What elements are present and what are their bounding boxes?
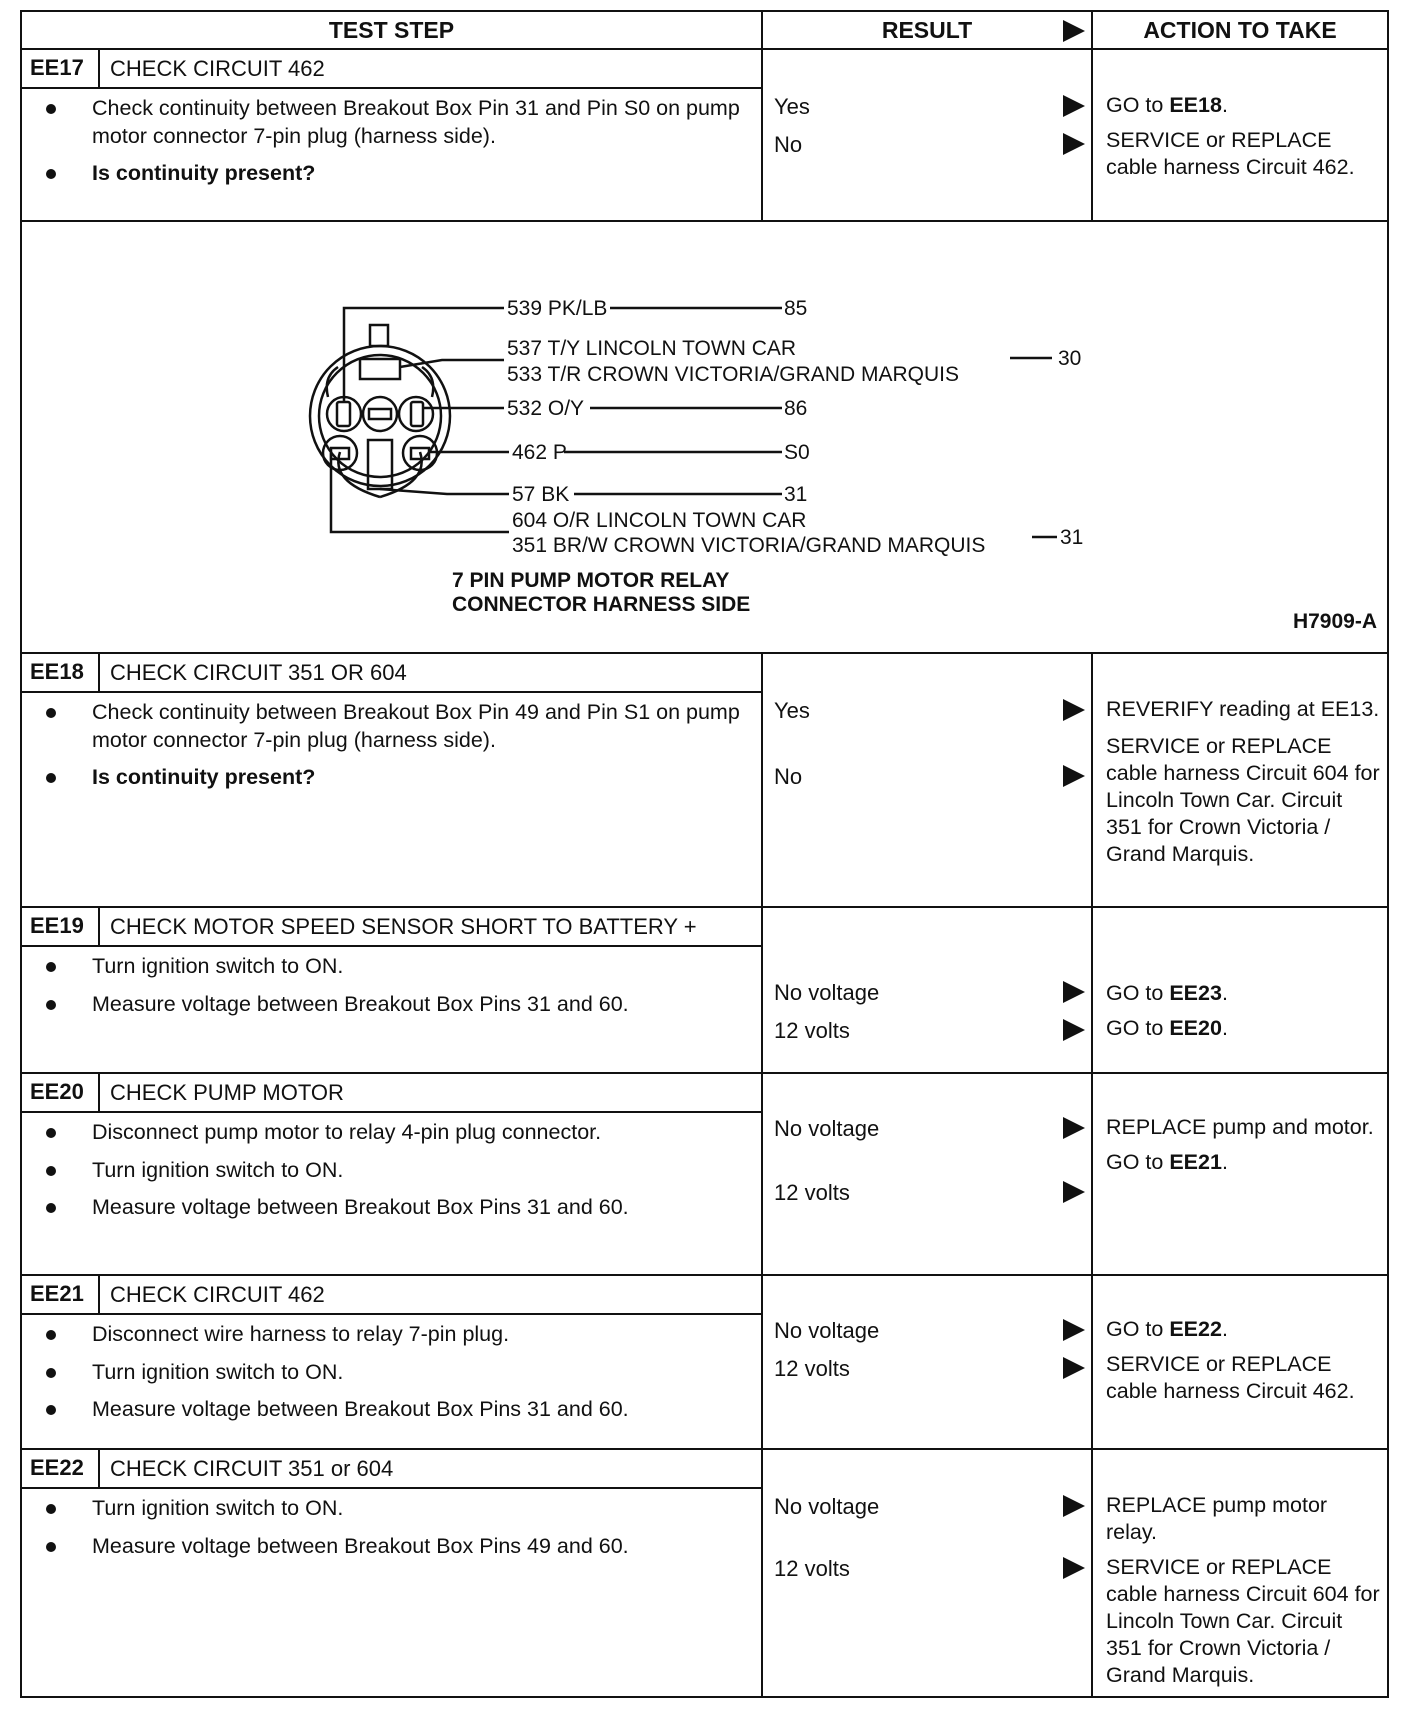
step-heading [22, 908, 761, 947]
action-text: SERVICE or REPLACE cable harness Circuit 462. [1106, 1352, 1355, 1403]
pin-57 [368, 440, 392, 489]
result-label: No voltage [774, 1318, 880, 1343]
list-item: Measure voltage between Breakout Box Pins 49 and 60. [42, 1533, 751, 1561]
diagram-caption: 7 PIN PUMP MOTOR RELAY [452, 569, 730, 592]
step-id: EE19 [22, 908, 100, 945]
action-text: . [1221, 1150, 1228, 1174]
diagram-row [21, 221, 1388, 653]
result-item [763, 1494, 1091, 1520]
action-text: . [1221, 981, 1228, 1005]
step-reference: EE20 [1169, 1016, 1222, 1040]
pin-label: 85 [784, 297, 808, 320]
step-reference: EE23 [1169, 981, 1222, 1005]
action-item [1093, 1492, 1387, 1546]
result-label: 12 volts [774, 1180, 850, 1205]
action-text: REPLACE pump and motor. [1106, 1115, 1374, 1139]
result-cell [762, 653, 1092, 907]
action-text: GO to [1106, 1317, 1170, 1341]
action-text: . [1221, 1317, 1228, 1341]
list-item: Measure voltage between Breakout Box Pins 31 and 60. [42, 1194, 751, 1222]
action-text: . [1221, 93, 1228, 117]
figure-id: H7909-A [1292, 610, 1377, 633]
step-row-ee19 [21, 907, 1388, 1073]
action-item [1093, 1316, 1387, 1343]
result-item [763, 1556, 1091, 1582]
pin-85 [337, 402, 350, 426]
step-reference: EE21 [1169, 1150, 1222, 1174]
pin-label: 86 [784, 397, 808, 420]
step-id: EE21 [22, 1276, 100, 1313]
step-cell [21, 1275, 762, 1449]
wire-label: 351 BR/W CROWN VICTORIA/GRAND MARQUIS [512, 534, 986, 557]
step-id: EE18 [22, 654, 100, 691]
result-label: 12 volts [774, 1556, 850, 1581]
result-cell [762, 49, 1092, 221]
action-item [1093, 127, 1387, 181]
step-heading [22, 1074, 761, 1113]
wire-label: 537 T/Y LINCOLN TOWN CAR [507, 337, 797, 360]
pin-cavity [327, 367, 338, 397]
step-id: EE20 [22, 1074, 100, 1111]
action-text: REVERIFY reading at EE13. [1106, 697, 1380, 721]
step-title: CHECK CIRCUIT 351 OR 604 [110, 660, 407, 685]
step-title: CHECK CIRCUIT 462 [110, 56, 325, 81]
action-item [1093, 1351, 1387, 1405]
result-label: No [774, 132, 803, 157]
step-bullets [22, 89, 761, 202]
step-row-ee22 [21, 1449, 1388, 1697]
result-label: Yes [774, 698, 810, 723]
test-table [20, 10, 1389, 1698]
step-title: CHECK CIRCUIT 351 or 604 [110, 1456, 394, 1481]
result-item [763, 132, 1091, 158]
result-item [763, 698, 1091, 724]
step-title: CHECK CIRCUIT 462 [110, 1282, 325, 1307]
pin-label: S0 [784, 441, 810, 464]
step-heading [22, 654, 761, 693]
step-row-ee17 [21, 49, 1388, 221]
action-text: SERVICE or REPLACE cable harness Circuit 462. [1106, 128, 1355, 179]
result-item [763, 980, 1091, 1006]
result-item [763, 764, 1091, 790]
table-header [21, 11, 1388, 49]
action-text: SERVICE or REPLACE cable harness Circuit 604 for Lincoln Town Car. Circuit 351 for Crown Victoria / Grand Marquis. [1106, 1555, 1380, 1687]
result-item [763, 1318, 1091, 1344]
action-text: SERVICE or REPLACE cable harness Circuit 604 for Lincoln Town Car. Circuit 351 for Crown Victoria / Grand Marquis. [1106, 734, 1380, 866]
step-title: CHECK MOTOR SPEED SENSOR SHORT TO BATTERY + [110, 914, 697, 939]
wire-label: 539 PK/LB [507, 297, 608, 320]
action-item [1093, 1114, 1387, 1141]
pin-30 [360, 359, 400, 379]
pin-label: 31 [1060, 526, 1084, 549]
action-cell [1092, 1449, 1388, 1697]
arrow-right-icon [1063, 765, 1085, 787]
arrow-right-icon [1063, 1181, 1085, 1203]
list-item: Turn ignition switch to ON. [42, 1157, 751, 1185]
result-cell [762, 1073, 1092, 1275]
step-bullets [22, 1113, 761, 1236]
step-heading [22, 1450, 761, 1489]
arrow-right-icon [1063, 95, 1085, 117]
connector-key [370, 325, 388, 346]
step-cell [21, 907, 762, 1073]
result-item [763, 1116, 1091, 1142]
header-action: ACTION TO TAKE [1092, 11, 1388, 49]
diagnostic-page [20, 10, 1387, 1698]
list-item: Is continuity present? [42, 160, 751, 188]
list-item: Measure voltage between Breakout Box Pins 31 and 60. [42, 1396, 751, 1424]
action-text: GO to [1106, 981, 1170, 1005]
result-label: 12 volts [774, 1018, 850, 1043]
action-cell [1092, 907, 1388, 1073]
arrow-right-icon [1063, 981, 1085, 1003]
step-reference: EE18 [1169, 93, 1222, 117]
step-bullets [22, 1489, 761, 1574]
pin-cavity [422, 367, 433, 397]
wire-label: 57 BK [512, 483, 570, 506]
pin-86 [369, 409, 391, 419]
step-reference: EE22 [1169, 1317, 1222, 1341]
result-label: No voltage [774, 1116, 880, 1141]
result-label: No voltage [774, 1494, 880, 1519]
step-row-ee20 [21, 1073, 1388, 1275]
action-text: . [1221, 1016, 1228, 1040]
arrow-right-icon [1063, 1019, 1085, 1041]
step-heading [22, 1276, 761, 1315]
step-title: CHECK PUMP MOTOR [110, 1080, 344, 1105]
action-text: GO to [1106, 1150, 1170, 1174]
wire-label: 533 T/R CROWN VICTORIA/GRAND MARQUIS [507, 363, 959, 386]
arrow-right-icon [1063, 699, 1085, 721]
result-item [763, 1018, 1091, 1044]
arrow-right-icon [1063, 133, 1085, 155]
result-cell [762, 1275, 1092, 1449]
step-heading [22, 50, 761, 89]
step-id: EE22 [22, 1450, 100, 1487]
list-item: Turn ignition switch to ON. [42, 953, 751, 981]
action-item [1093, 733, 1387, 868]
list-item: Measure voltage between Breakout Box Pins 31 and 60. [42, 991, 751, 1019]
action-item [1093, 1554, 1387, 1689]
list-item: Turn ignition switch to ON. [42, 1359, 751, 1387]
list-item: Disconnect wire harness to relay 7-pin plug. [42, 1321, 751, 1349]
wire-label: 462 P [512, 441, 567, 464]
result-cell [762, 907, 1092, 1073]
action-item [1093, 980, 1387, 1007]
result-cell [762, 1449, 1092, 1697]
header-result-label: RESULT [881, 16, 973, 43]
result-item [763, 1356, 1091, 1382]
step-bullets [22, 947, 761, 1032]
list-item: Is continuity present? [42, 764, 751, 792]
result-item [763, 94, 1091, 120]
wire-57 [380, 489, 509, 494]
result-label: No voltage [774, 980, 880, 1005]
diagram-caption: CONNECTOR HARNESS SIDE [452, 593, 751, 616]
step-bullets [22, 1315, 761, 1438]
wire-label: 532 O/Y [507, 397, 585, 420]
wire-label: 604 O/R LINCOLN TOWN CAR [512, 509, 807, 532]
step-cell [21, 1449, 762, 1697]
arrow-right-icon [1063, 1357, 1085, 1379]
arrow-right-icon [1063, 1495, 1085, 1517]
action-text: REPLACE pump motor relay. [1106, 1493, 1328, 1544]
header-result [762, 11, 1092, 49]
step-bullets [22, 693, 761, 806]
result-label: 12 volts [774, 1356, 850, 1381]
action-cell [1092, 49, 1388, 221]
pin-87 [411, 402, 423, 426]
action-item [1093, 92, 1387, 119]
arrow-right-icon [1063, 20, 1085, 42]
result-label: No [774, 764, 803, 789]
header-test-step: TEST STEP [21, 11, 762, 49]
pin-label: 31 [784, 483, 808, 506]
action-item [1093, 1015, 1387, 1042]
action-cell [1092, 653, 1388, 907]
step-row-ee18 [21, 653, 1388, 907]
step-cell [21, 653, 762, 907]
diagram-cell [21, 221, 1388, 653]
step-cell [21, 49, 762, 221]
list-item: Disconnect pump motor to relay 4-pin plug connector. [42, 1119, 751, 1147]
action-text: GO to [1106, 93, 1170, 117]
action-item [1093, 1149, 1387, 1176]
list-item: Check continuity between Breakout Box Pin 31 and Pin S0 on pump motor connector 7-pin plug (harness side). [42, 95, 751, 150]
list-item: Check continuity between Breakout Box Pin 49 and Pin S1 on pump motor connector 7-pin plug (harness side). [42, 699, 751, 754]
arrow-right-icon [1063, 1557, 1085, 1579]
pin-label: 30 [1058, 347, 1082, 370]
action-text: GO to [1106, 1016, 1170, 1040]
arrow-right-icon [1063, 1117, 1085, 1139]
action-item [1093, 696, 1387, 723]
connector-diagram [22, 222, 1385, 652]
result-label: Yes [774, 94, 810, 119]
arrow-right-icon [1063, 1319, 1085, 1341]
step-cell [21, 1073, 762, 1275]
action-cell [1092, 1073, 1388, 1275]
step-id: EE17 [22, 50, 100, 87]
result-item [763, 1180, 1091, 1206]
list-item: Turn ignition switch to ON. [42, 1495, 751, 1523]
action-cell [1092, 1275, 1388, 1449]
step-row-ee21 [21, 1275, 1388, 1449]
